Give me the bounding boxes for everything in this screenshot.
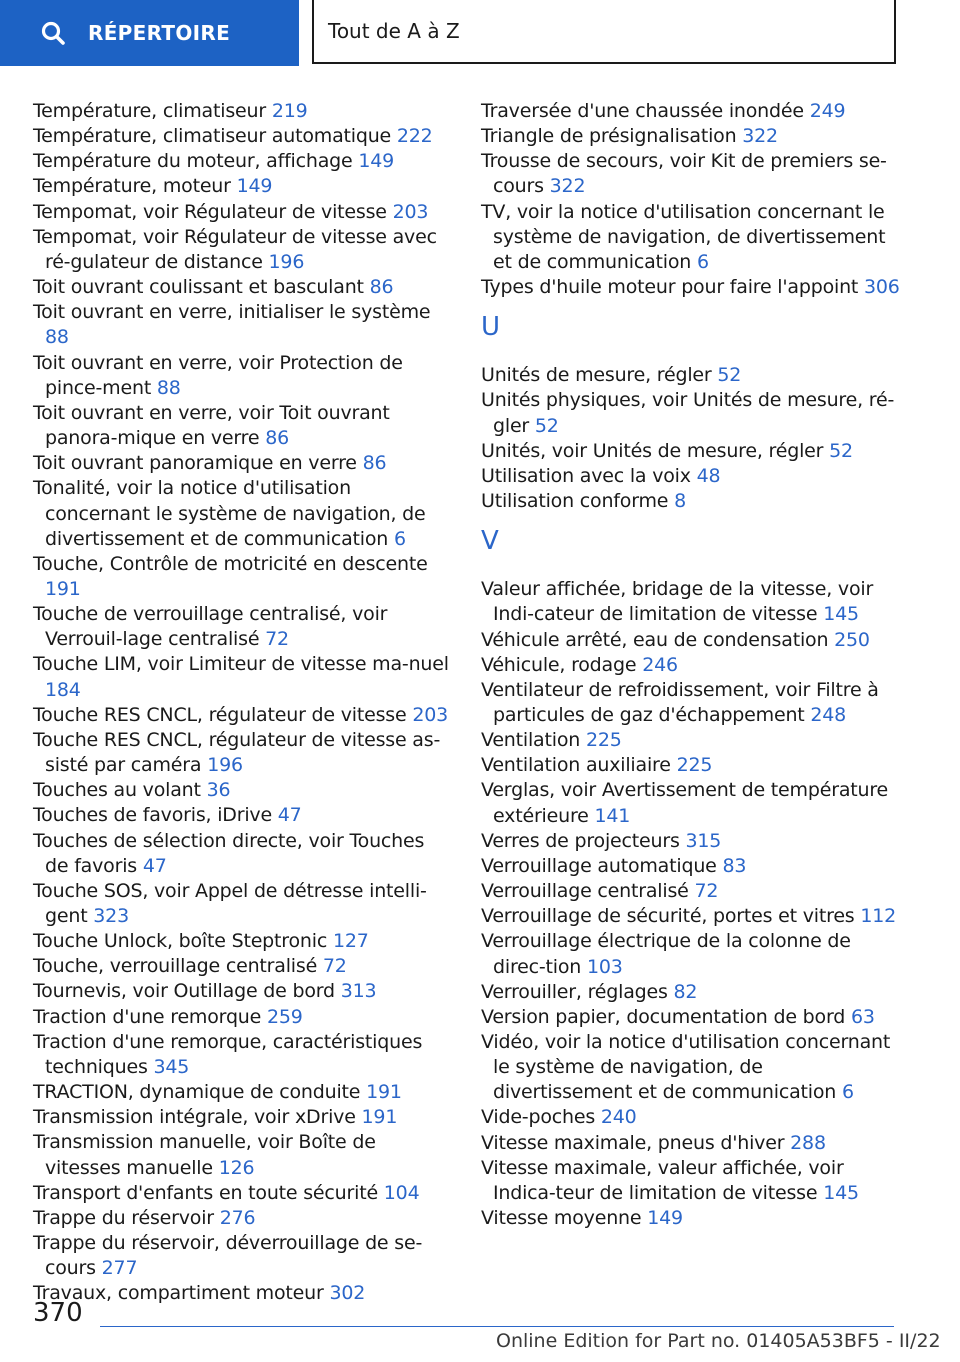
- directory-label: RÉPERTOIRE: [88, 21, 231, 45]
- page-link[interactable]: 47: [277, 804, 302, 827]
- index-entry: [33, 728, 453, 778]
- page-link[interactable]: 72: [694, 880, 719, 903]
- index-entry: [481, 200, 901, 275]
- index-entry: [33, 476, 453, 551]
- entry-text: Touche LIM, voir Limiteur de vitesse ma-nuel: [33, 653, 449, 676]
- index-entry: [481, 99, 901, 124]
- page-link[interactable]: 112: [860, 905, 897, 928]
- index-entry: [33, 149, 453, 174]
- index-entry: [481, 728, 901, 753]
- page-link[interactable]: 127: [332, 930, 369, 953]
- page-link[interactable]: 83: [722, 854, 747, 877]
- tab-label: Tout de A à Z: [328, 19, 460, 43]
- entry-text: Triangle de présignalisation: [481, 125, 737, 148]
- index-entry: [33, 174, 453, 199]
- index-entry: [481, 1105, 901, 1130]
- page-link[interactable]: 48: [696, 464, 721, 487]
- index-group-u: [481, 363, 901, 514]
- index-entry: [481, 149, 901, 199]
- entry-text: TV, voir la notice d'utilisation concernant le système de navigation, de divertissement et de communication: [481, 200, 886, 273]
- entry-text: Température, climatiseur: [33, 100, 266, 122]
- page-link[interactable]: 250: [834, 628, 870, 651]
- entry-text: Température, climatiseur automatique: [33, 125, 392, 148]
- page-link[interactable]: 104: [383, 1181, 420, 1204]
- entry-text: Unités physiques, voir Unités de mesure, ré-gler: [481, 389, 895, 437]
- index-entry: [33, 1105, 453, 1130]
- page-link[interactable]: 196: [268, 250, 305, 273]
- index-entry: [33, 1206, 453, 1231]
- index-entry: [33, 351, 453, 401]
- directory-button[interactable]: [0, 0, 299, 66]
- entry-text: Verres de projecteurs: [481, 829, 680, 852]
- entry-text: TRACTION, dynamique de conduite: [33, 1081, 361, 1104]
- index-entry: [481, 829, 901, 854]
- page-link[interactable]: 249: [809, 100, 846, 122]
- entry-text: Traction d'une remorque, caractéristiques techniques: [33, 1030, 423, 1078]
- page-link[interactable]: 203: [412, 703, 448, 726]
- search-icon: [40, 20, 66, 46]
- index-entry: [481, 904, 901, 929]
- entry-text: Touche de verrouillage centralisé, voir Verrouil-lage centralisé: [33, 603, 388, 651]
- entry-text: Tonalité, voir la notice d'utilisation concernant le système de navigation, de divertissement et de communication: [33, 477, 426, 550]
- page-link[interactable]: 149: [647, 1207, 683, 1230]
- entry-text: Verrouillage centralisé: [481, 880, 689, 903]
- entry-text: Transmission intégrale, voir xDrive: [33, 1106, 356, 1129]
- entry-text: Véhicule arrêté, eau de condensation: [481, 628, 829, 651]
- index-column-right: [481, 99, 901, 1231]
- page-link[interactable]: 52: [829, 439, 853, 462]
- index-entry: [481, 439, 901, 464]
- index-entry: [33, 300, 453, 350]
- entry-text: Valeur affichée, bridage de la vitesse, voir Indi-cateur de limitation de vitesse: [481, 578, 874, 626]
- entry-text: Utilisation conforme: [481, 490, 669, 513]
- entry-text: Toit ouvrant en verre, voir Protection de pince-ment: [33, 351, 403, 399]
- index-entry: [33, 979, 453, 1004]
- index-entry: [481, 879, 901, 904]
- entry-text: Verrouillage automatique: [481, 854, 717, 877]
- index-entry: [33, 200, 453, 225]
- entry-text: Verrouillage électrique de la colonne de direc-tion: [481, 930, 851, 978]
- entry-text: Transmission manuelle, voir Boîte de vitesses manuelle: [33, 1131, 376, 1179]
- page-number: 370: [33, 1298, 83, 1328]
- index-entry: [481, 628, 901, 653]
- page-link[interactable]: 63: [850, 1005, 875, 1028]
- page-link[interactable]: 149: [236, 175, 273, 198]
- index-entry: [481, 653, 901, 678]
- entry-text: Touches de sélection directe, voir Touches de favoris: [33, 829, 425, 877]
- page-link[interactable]: 88: [45, 326, 69, 349]
- index-entry: [481, 1030, 901, 1105]
- page-link[interactable]: 184: [45, 678, 81, 701]
- page-link[interactable]: 36: [206, 779, 231, 802]
- index-entry: [33, 99, 453, 124]
- page-link[interactable]: 315: [685, 829, 722, 852]
- page-link[interactable]: 191: [361, 1106, 398, 1129]
- page-link[interactable]: 288: [790, 1131, 826, 1154]
- section-letter-u: U: [481, 312, 500, 343]
- page-link[interactable]: 246: [642, 653, 678, 676]
- index-entry: [33, 803, 453, 828]
- section-letter-v: V: [481, 526, 499, 557]
- page-link[interactable]: 219: [271, 100, 308, 122]
- page-link[interactable]: 72: [265, 628, 289, 651]
- index-entry: [33, 401, 453, 451]
- page-link[interactable]: 145: [823, 1181, 859, 1204]
- page-link[interactable]: 313: [340, 980, 377, 1003]
- footer-edition: Online Edition for Part no. 01405A53BF5 - II/22: [496, 1330, 941, 1352]
- page-link[interactable]: 322: [742, 125, 778, 148]
- entry-text: Trappe du réservoir, déverrouillage de se-cours: [33, 1232, 423, 1280]
- page-link[interactable]: 276: [219, 1206, 256, 1229]
- page-link[interactable]: 86: [362, 452, 387, 475]
- entry-text: Température, moteur: [33, 175, 231, 198]
- entry-text: Touche RES CNCL, régulateur de vitesse: [33, 703, 407, 726]
- page-link[interactable]: 145: [823, 603, 859, 626]
- page-link[interactable]: 52: [717, 364, 742, 387]
- index-entry: [33, 124, 453, 149]
- page-link[interactable]: 240: [600, 1106, 637, 1129]
- index-entry: [33, 1181, 453, 1206]
- index-entry: [481, 363, 901, 388]
- index-column-left: [33, 99, 453, 1307]
- entry-text: Trousse de secours, voir Kit de premiers se-cours: [481, 150, 887, 198]
- page-link[interactable]: 322: [549, 175, 586, 198]
- entry-text: Tempomat, voir Régulateur de vitesse: [33, 200, 387, 223]
- page-link[interactable]: 345: [153, 1055, 190, 1078]
- entry-text: Touche SOS, voir Appel de détresse intelli-gent: [33, 879, 427, 927]
- index-entry: [33, 225, 453, 275]
- page-link[interactable]: 149: [358, 150, 395, 173]
- page-link[interactable]: 259: [266, 1005, 303, 1028]
- page-link[interactable]: 6: [841, 1081, 854, 1104]
- entry-text: Touches au volant: [33, 779, 201, 802]
- index-entry: [481, 577, 901, 627]
- entry-text: Touche Unlock, boîte Steptronic: [33, 930, 328, 953]
- entry-text: Température du moteur, affichage: [33, 150, 353, 173]
- index-entry: [481, 388, 901, 438]
- page-link[interactable]: 191: [45, 577, 81, 600]
- index-entry: [33, 954, 453, 979]
- index-entry: [481, 464, 901, 489]
- index-group-v: [481, 577, 901, 1231]
- entry-text: Touche RES CNCL, régulateur de vitesse as-sisté par caméra: [33, 728, 441, 777]
- index-entry: [481, 489, 901, 514]
- entry-text: Verrouillage de sécurité, portes et vitres: [481, 905, 855, 928]
- index-entry: [33, 703, 453, 728]
- entry-text: Ventilateur de refroidissement, voir Filtre à particules de gaz d'échappement: [481, 678, 879, 726]
- entry-text: Version papier, documentation de bord: [481, 1005, 846, 1028]
- page-link[interactable]: 88: [156, 376, 181, 399]
- index-entry: [481, 778, 901, 828]
- entry-text: Vitesse maximale, pneus d'hiver: [481, 1131, 785, 1154]
- entry-text: Types d'huile moteur pour faire l'appoint: [481, 276, 859, 299]
- entry-text: Touches de favoris, iDrive: [33, 804, 272, 827]
- index-entry: [33, 778, 453, 803]
- entry-text: Véhicule, rodage: [481, 653, 637, 676]
- entry-text: Unités, voir Unités de mesure, régler: [481, 439, 824, 462]
- entry-text: Toit ouvrant panoramique en verre: [33, 452, 357, 475]
- page-link[interactable]: 72: [322, 955, 347, 978]
- index-entry: [33, 1005, 453, 1030]
- index-entry: [33, 1080, 453, 1105]
- page-link[interactable]: 8: [674, 490, 687, 513]
- entry-text: Vide-poches: [481, 1106, 596, 1129]
- index-entry: [481, 275, 901, 300]
- entry-text: Vidéo, voir la notice d'utilisation concernant le système de navigation, de divertissement et de communication: [481, 1031, 891, 1104]
- index-entry: [33, 602, 453, 652]
- page-link[interactable]: 323: [93, 905, 129, 927]
- page-link[interactable]: 225: [676, 754, 713, 777]
- index-entry: [481, 980, 901, 1005]
- entry-text: Toit ouvrant en verre, voir Toit ouvrant panora-mique en verre: [33, 401, 390, 450]
- tab-a-to-z[interactable]: [312, 0, 896, 64]
- entry-text: Verrouiller, réglages: [481, 980, 668, 1003]
- index-entry: [33, 1281, 453, 1306]
- page-link[interactable]: 277: [101, 1257, 138, 1280]
- entry-text: Vitesse moyenne: [481, 1207, 642, 1230]
- index-entry: [33, 929, 453, 954]
- entry-text: Traversée d'une chaussée inondée: [481, 100, 804, 122]
- entry-text: Trappe du réservoir: [33, 1206, 214, 1229]
- entry-text: Toit ouvrant coulissant et basculant: [33, 276, 364, 299]
- page-link[interactable]: 82: [673, 980, 698, 1003]
- entry-text: Touche, verrouillage centralisé: [33, 955, 318, 978]
- index-entry: [481, 1131, 901, 1156]
- entry-text: Tournevis, voir Outillage de bord: [33, 980, 335, 1003]
- entry-text: Traction d'une remorque: [33, 1005, 262, 1028]
- page-link[interactable]: 248: [810, 703, 847, 726]
- index-entry: [33, 451, 453, 476]
- entry-text: Touche, Contrôle de motricité en descente: [33, 552, 428, 575]
- entry-text: Ventilation auxiliaire: [481, 754, 671, 777]
- index-entry: [481, 753, 901, 778]
- index-entry: [481, 678, 901, 728]
- top-bar: [0, 0, 960, 66]
- entry-text: Travaux, compartiment moteur: [33, 1282, 324, 1305]
- entry-text: Vitesse maximale, valeur affichée, voir Indica-teur de limitation de vitesse: [481, 1156, 844, 1204]
- page-link[interactable]: 225: [585, 729, 622, 752]
- index-entry: [33, 552, 453, 602]
- page-link[interactable]: 6: [393, 527, 406, 550]
- index-entry: [481, 124, 901, 149]
- entry-text: Verglas, voir Avertissement de température extérieure: [481, 779, 889, 827]
- page-link[interactable]: 191: [366, 1081, 402, 1104]
- page-link[interactable]: 222: [396, 125, 433, 148]
- page-link[interactable]: 103: [586, 955, 623, 978]
- page-link[interactable]: 6: [696, 250, 709, 273]
- index-entry: [33, 1130, 453, 1180]
- entry-text: Transport d'enfants en toute sécurité: [33, 1181, 378, 1204]
- index-entry: [481, 1156, 901, 1206]
- index-entry: [33, 275, 453, 300]
- index-entry: [481, 854, 901, 879]
- index-entry: [481, 929, 901, 979]
- index-entry: [33, 652, 453, 702]
- page-link[interactable]: 86: [369, 276, 394, 299]
- index-group-t: [481, 99, 901, 300]
- page-link[interactable]: 196: [207, 754, 243, 777]
- page-link[interactable]: 203: [392, 200, 429, 223]
- page-link[interactable]: 141: [594, 804, 631, 827]
- index-entry: [33, 1030, 453, 1080]
- page-link[interactable]: 86: [265, 427, 289, 450]
- entry-text: Tempomat, voir Régulateur de vitesse avec ré-gulateur de distance: [33, 225, 437, 273]
- index-entry: [481, 1206, 901, 1231]
- page-link[interactable]: 306: [864, 276, 900, 299]
- page-link[interactable]: 126: [218, 1156, 255, 1179]
- page-link[interactable]: 302: [329, 1282, 366, 1305]
- index-entry: [33, 829, 453, 879]
- index-entry: [33, 879, 453, 929]
- index-entry: [481, 1005, 901, 1030]
- footer-divider: [100, 1326, 894, 1327]
- entry-text: Toit ouvrant en verre, initialiser le système: [33, 301, 431, 324]
- entry-text: Utilisation avec la voix: [481, 464, 691, 487]
- entry-text: Unités de mesure, régler: [481, 364, 712, 387]
- index-entry: [33, 1231, 453, 1281]
- page-link[interactable]: 52: [534, 414, 559, 437]
- entry-text: Ventilation: [481, 729, 581, 752]
- page-link[interactable]: 47: [142, 854, 167, 877]
